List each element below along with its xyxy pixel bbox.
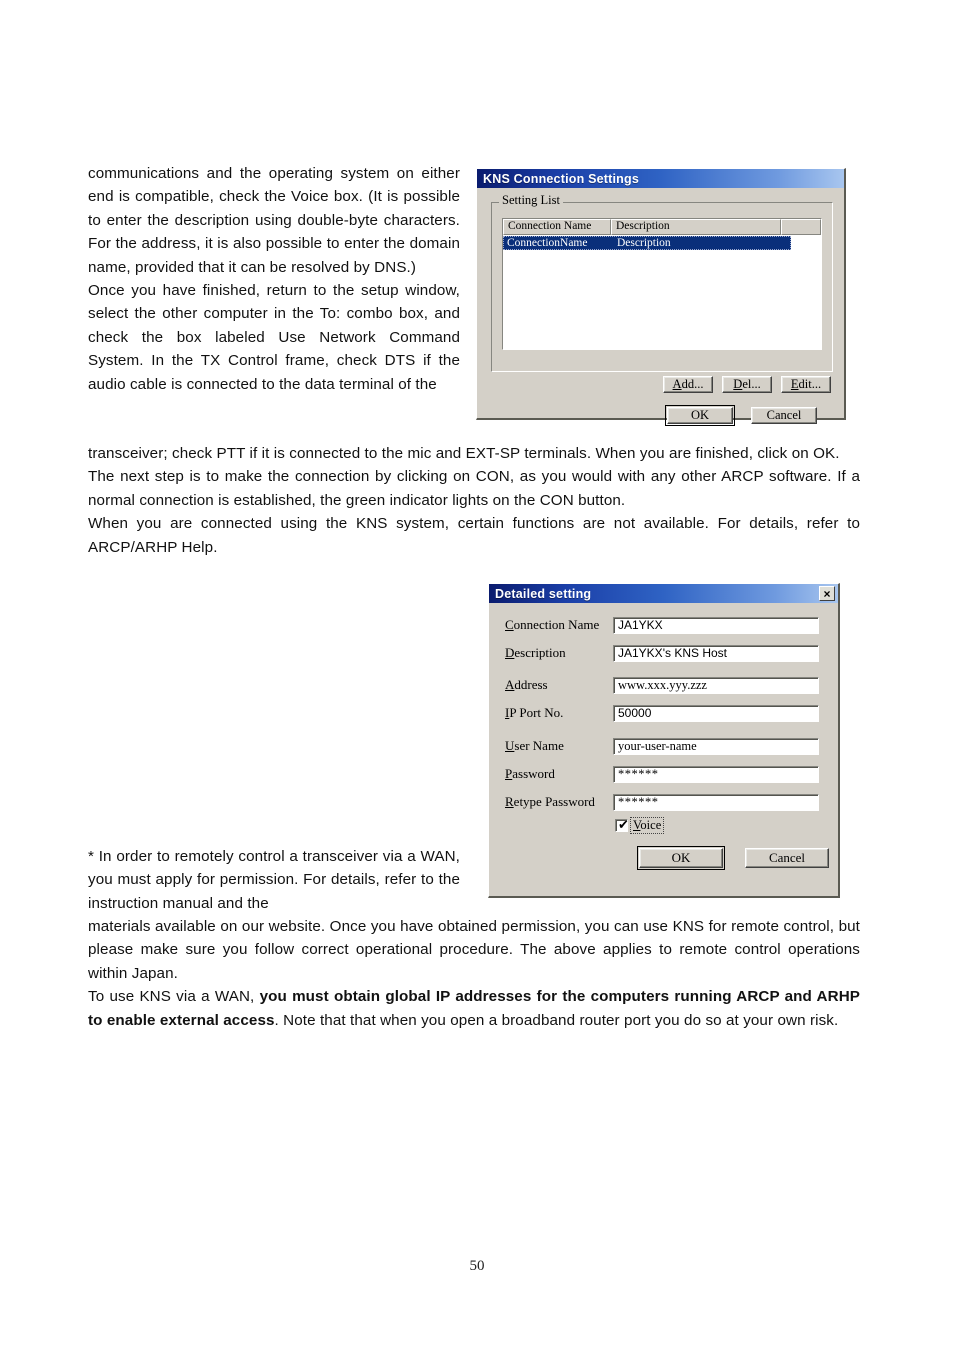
cancel-button[interactable]: Cancel xyxy=(745,848,829,868)
list-action-buttons xyxy=(663,376,831,393)
setting-list-listview[interactable] xyxy=(502,218,822,350)
paragraph-suffix: . Note that that when you open a broadband router port you do so at your own risk. xyxy=(274,1011,839,1029)
column-header-spacer[interactable] xyxy=(781,219,821,235)
cell-description: Description xyxy=(617,237,671,249)
table-row[interactable] xyxy=(503,236,791,250)
dialog-title: Detailed setting xyxy=(495,586,592,601)
form-row-retype-password xyxy=(505,792,823,812)
dialog-titlebar[interactable] xyxy=(477,169,844,188)
close-icon[interactable]: × xyxy=(819,586,835,601)
kns-connection-settings-dialog[interactable] xyxy=(476,168,846,420)
ok-button[interactable]: OK xyxy=(639,848,723,868)
voice-checkbox[interactable] xyxy=(615,819,628,832)
user-name-input[interactable]: your-user-name xyxy=(613,738,819,755)
paragraph-text: transceiver; check PTT if it is connected to the mic and EXT-SP terminals. When you are finished, click on OK. xyxy=(88,445,840,462)
form-row-address xyxy=(505,675,823,695)
body-paragraph-wide-1 xyxy=(88,442,860,559)
voice-checkbox-row[interactable] xyxy=(615,819,662,832)
checkmark-icon: ✔ xyxy=(618,817,629,832)
paragraph-text-mixed xyxy=(88,985,860,1032)
label-ip-port-no: IP Port No. xyxy=(505,705,564,720)
body-paragraph-column-1 xyxy=(88,162,460,396)
page-number: 50 xyxy=(469,1258,485,1274)
cell-connection-name: ConnectionName xyxy=(507,237,588,249)
dialog-body xyxy=(489,603,838,897)
form-row-user-name xyxy=(505,736,823,756)
column-header-description[interactable]: Description xyxy=(611,219,781,235)
dialog-action-buttons xyxy=(667,407,817,424)
form-row-description xyxy=(505,643,823,663)
setting-list-group-label: Setting List xyxy=(499,194,563,207)
dialog-title: KNS Connection Settings xyxy=(483,171,639,186)
label-retype-password: Retype Password xyxy=(505,794,595,809)
paragraph-text: The next step is to make the connection by clicking on CON, as you would with any other ARCP software. If a normal connection is established, the green indicator lights on the CON button. xyxy=(88,468,860,509)
password-input[interactable]: ****** xyxy=(613,766,819,783)
ip-port-no-input[interactable]: 50000 xyxy=(613,705,819,722)
ok-button[interactable]: OK xyxy=(667,407,733,424)
voice-checkbox-label[interactable]: Voice xyxy=(633,818,662,832)
paragraph-prefix: To use KNS via a WAN, xyxy=(88,988,260,1006)
paragraph-text: Once you have finished, return to the setup window, select the other computer in the To: combo box, and check the box labeled Use Network Command System. In the TX Control frame, check DTS if the audio cable is connected to the data terminal of the xyxy=(88,282,460,393)
listview-header-row xyxy=(503,219,821,235)
label-description: Description xyxy=(505,645,566,660)
dialog-body xyxy=(477,188,844,421)
retype-password-input[interactable]: ****** xyxy=(613,794,819,811)
add-button[interactable]: A dd... xyxy=(663,376,713,393)
paragraph-text: materials available on our website. Once you have obtained permission, you can use KNS for remote control, but please make sure you follow correct operational procedure. The above applies to remote control operations within Japan. xyxy=(88,918,860,982)
form-row-connection-name xyxy=(505,615,823,635)
paragraph-bold-emphasis: you must obtain global IP addresses for the computers running ARCP and ARHP to enable external access xyxy=(88,988,860,1029)
dialog-titlebar[interactable] xyxy=(489,584,838,603)
paragraph-text: communications and the operating system on either end is compatible, check the Voice box. (It is possible to enter the description using double-byte characters. For the address, it is also possible to enter the domain name, provided that it can be resolved by DNS.) xyxy=(88,165,460,276)
label-password: Password xyxy=(505,766,555,781)
label-address: Address xyxy=(505,677,548,692)
label-user-name: User Name xyxy=(505,738,564,753)
paragraph-text: When you are connected using the KNS system, certain functions are not available. For details, refer to ARCP/ARHP Help. xyxy=(88,515,860,556)
form-row-password xyxy=(505,764,823,784)
detailed-setting-dialog[interactable] xyxy=(488,583,840,898)
description-input[interactable]: JA1YKX's KNS Host xyxy=(613,645,819,662)
label-connection-name: Connection Name xyxy=(505,617,600,632)
form-row-ip-port-no xyxy=(505,703,823,723)
address-input[interactable]: www.xxx.yyy.zzz xyxy=(613,677,819,694)
del-button[interactable]: D el... xyxy=(722,376,772,393)
paragraph-text: * In order to remotely control a transceiver via a WAN, you must apply for permission. For details, refer to the instruction manual and the xyxy=(88,848,460,912)
connection-name-input[interactable]: JA1YKX xyxy=(613,617,819,634)
body-paragraph-column-2 xyxy=(88,845,460,915)
body-paragraph-wide-2 xyxy=(88,915,860,1032)
column-header-connection-name[interactable]: Connection Name xyxy=(503,219,611,235)
edit-button[interactable]: E dit... xyxy=(781,376,831,393)
cancel-button[interactable]: Cancel xyxy=(751,407,817,424)
dialog-action-buttons xyxy=(639,848,829,868)
